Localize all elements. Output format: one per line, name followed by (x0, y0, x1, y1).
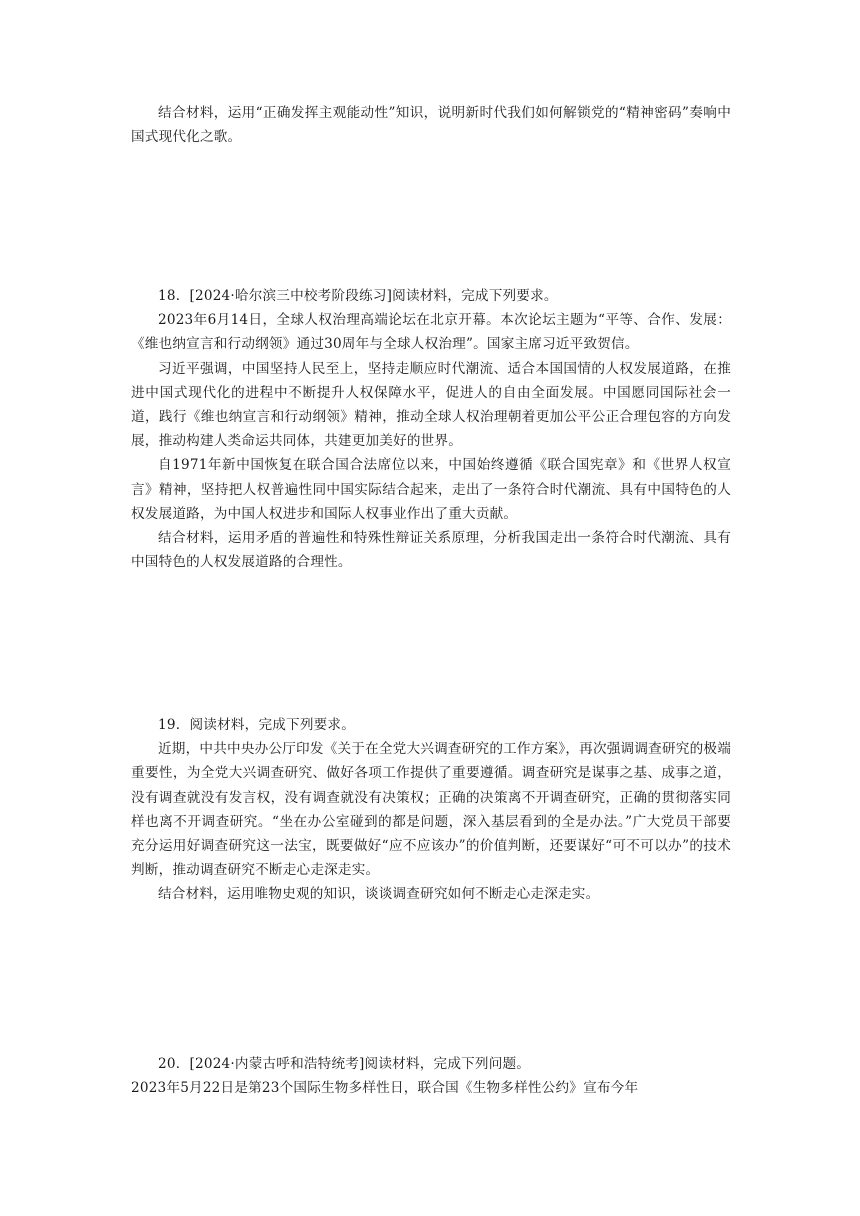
question-20-heading: 20．[2024·内蒙古呼和浩特统考]阅读材料，完成下列问题。 (158, 1056, 531, 1072)
question-19 (131, 713, 731, 907)
question-18-heading: 18．[2024·哈尔滨三中校考阶段练习]阅读材料，完成下列要求。 (158, 288, 558, 304)
question-19-task: 结合材料，运用唯物史观的知识，谈谈调查研究如何不断走心走深走实。 (158, 886, 600, 903)
intro-section (131, 101, 731, 149)
question-18-paragraph: 自1971年新中国恢复在联合国合法席位以来，中国始终遵循《联合国宪章》和《世界人权宣言》精神，坚持把人权普遍性同中国实际结合起来，走出了一条符合时代潮流、具有中国特色的人权发展道路，为中国人权进步和国际人权事业作出了重大贡献。 (131, 457, 731, 522)
question-20 (131, 1052, 731, 1100)
question-18 (131, 284, 731, 574)
question-18-paragraph: 习近平强调，中国坚持人民至上，坚持走顺应时代潮流、适合本国国情的人权发展道路，在推进中国式现代化的进程中不断提升人权保障水平，促进人的自由全面发展。中国愿同国际社会一道，践行《维也纳宣言和行动纲领》精神，推动全球人权治理朝着更加公平公正合理包容的方向发展，推动构建人类命运共同体，共建更加美好的世界。 (131, 360, 731, 450)
question-19-paragraph: 近期，中共中央办公厅印发《关于在全党大兴调查研究的工作方案》，再次强调调查研究的极端重要性，为全党大兴调查研究、做好各项工作提供了重要遵循。调查研究是谋事之基、成事之道，没有调查就没有发言权，没有调查就没有决策权；正确的决策离不开调查研究，正确的贯彻落实同样也离不开调查研究。“坐在办公室碰到的都是问题，深入基层看到的全是办法。”广大党员干部要充分运用好调查研究这一法宝，既要做好“应不应该办”的价值判断，还要谋好“可不可以办”的技术判断，推动调查研究不断走心走深走实。 (131, 741, 731, 879)
question-20-paragraph: 2023年5月22日是第23个国际生物多样性日，联合国《生物多样性公约》宣布今年 (131, 1080, 639, 1097)
intro-task: 结合材料，运用“正确发挥主观能动性”知识，说明新时代我们如何解锁党的“精神密码”奏响中国式现代化之歌。 (131, 105, 731, 146)
question-18-task: 结合材料，运用矛盾的普遍性和特殊性辩证关系原理，分析我国走出一条符合时代潮流、具有中国特色的人权发展道路的合理性。 (131, 530, 731, 571)
question-19-heading: 19．阅读材料，完成下列要求。 (158, 717, 356, 733)
document-page (131, 0, 731, 1216)
question-18-paragraph: 2023年6月14日，全球人权治理高端论坛在北京开幕。本次论坛主题为“平等、合作、发展：《维也纳宣言和行动纲领》通过30周年与全球人权治理”。国家主席习近平致贺信。 (131, 312, 731, 353)
